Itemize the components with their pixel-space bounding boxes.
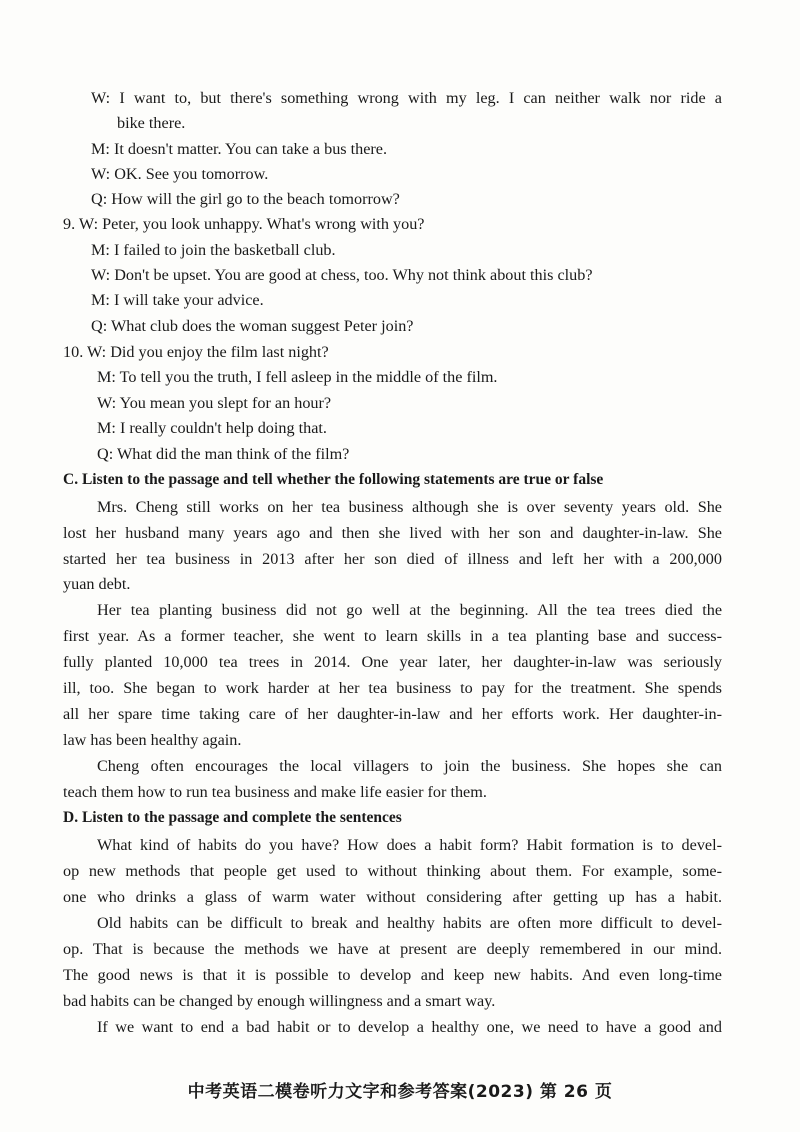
section-c-heading: C. Listen to the passage and tell whether the following statements are true or false <box>63 471 604 488</box>
section-d-line: op new methods that people get used to without thinking about them. For example, some- <box>63 862 722 880</box>
section-c-line: teach them how to run tea business and make life easier for them. <box>63 783 487 801</box>
section-d-line: op. That is because the methods we have at present are deeply remembered in our mind. <box>63 940 722 958</box>
dialogue-9-line-w1: 9. W: Peter, you look unhappy. What's wrong with you? <box>63 215 425 233</box>
dialogue-10-question: Q: What did the man think of the film? <box>97 445 350 463</box>
dialogue-9-line-m2: M: I will take your advice. <box>91 291 264 309</box>
section-c-line: all her spare time taking care of her daughter-in-law and her efforts work. Her daughter-in- <box>63 705 722 723</box>
dialogue-8-question: Q: How will the girl go to the beach tomorrow? <box>91 190 400 208</box>
dialogue-9-line-w2: W: Don't be upset. You are good at chess, too. Why not think about this club? <box>91 266 593 284</box>
dialogue-8-line-w2: W: OK. See you tomorrow. <box>91 165 269 183</box>
dialogue-8-line-w1: W: I want to, but there's something wrong with my leg. I can neither walk nor ride a <box>91 89 722 107</box>
section-d-line: bad habits can be changed by enough willingness and a smart way. <box>63 992 496 1010</box>
section-d-heading: D. Listen to the passage and complete the sentences <box>63 809 402 826</box>
dialogue-10-line-m2: M: I really couldn't help doing that. <box>97 419 327 437</box>
section-c-line: lost her husband many years ago and then she lived with her son and daughter-in-law. She <box>63 524 722 542</box>
section-c-line: Cheng often encourages the local villagers to join the business. She hopes she can <box>97 757 722 775</box>
section-c-line: started her tea business in 2013 after her son died of illness and left her with a 200,000 <box>63 550 722 568</box>
section-c-line: ill, too. She began to work harder at her tea business to pay for the treatment. She spends <box>63 679 722 697</box>
section-d-line: one who drinks a glass of warm water without considering after getting up has a habit. <box>63 888 722 906</box>
section-c-line: Her tea planting business did not go well at the beginning. All the tea trees died the <box>97 601 722 619</box>
dialogue-10-line-w1: 10. W: Did you enjoy the film last night? <box>63 343 329 361</box>
section-c-line: fully planted 10,000 tea trees in 2014. One year later, her daughter-in-law was seriously <box>63 653 722 671</box>
section-d-line: What kind of habits do you have? How does a habit form? Habit formation is to devel- <box>97 836 722 854</box>
dialogue-9-line-m1: M: I failed to join the basketball club. <box>91 241 336 259</box>
section-d-line: If we want to end a bad habit or to develop a healthy one, we need to have a good and <box>97 1018 722 1036</box>
dialogue-8-line-m1: M: It doesn't matter. You can take a bus there. <box>91 140 388 158</box>
section-d-line: The good news is that it is possible to develop and keep new habits. And even long-time <box>63 966 722 984</box>
dialogue-10-line-w2: W: You mean you slept for an hour? <box>97 394 332 412</box>
section-c-line: Mrs. Cheng still works on her tea business although she is over seventy years old. She <box>97 498 722 516</box>
dialogue-10-line-m1: M: To tell you the truth, I fell asleep in the middle of the film. <box>97 368 498 386</box>
page-footer: 中考英语二模卷听力文字和参考答案(2023) 第 26 页 <box>187 1082 613 1102</box>
section-c-line: first year. As a former teacher, she went to learn skills in a tea planting base and success- <box>63 627 722 645</box>
section-c-line: law has been healthy again. <box>63 731 242 749</box>
section-d-line: Old habits can be difficult to break and healthy habits are often more difficult to devel- <box>97 914 722 932</box>
dialogue-9-question: Q: What club does the woman suggest Peter join? <box>91 317 414 335</box>
dialogue-8-line-w1-cont: bike there. <box>117 114 186 132</box>
section-c-line: yuan debt. <box>63 575 131 593</box>
